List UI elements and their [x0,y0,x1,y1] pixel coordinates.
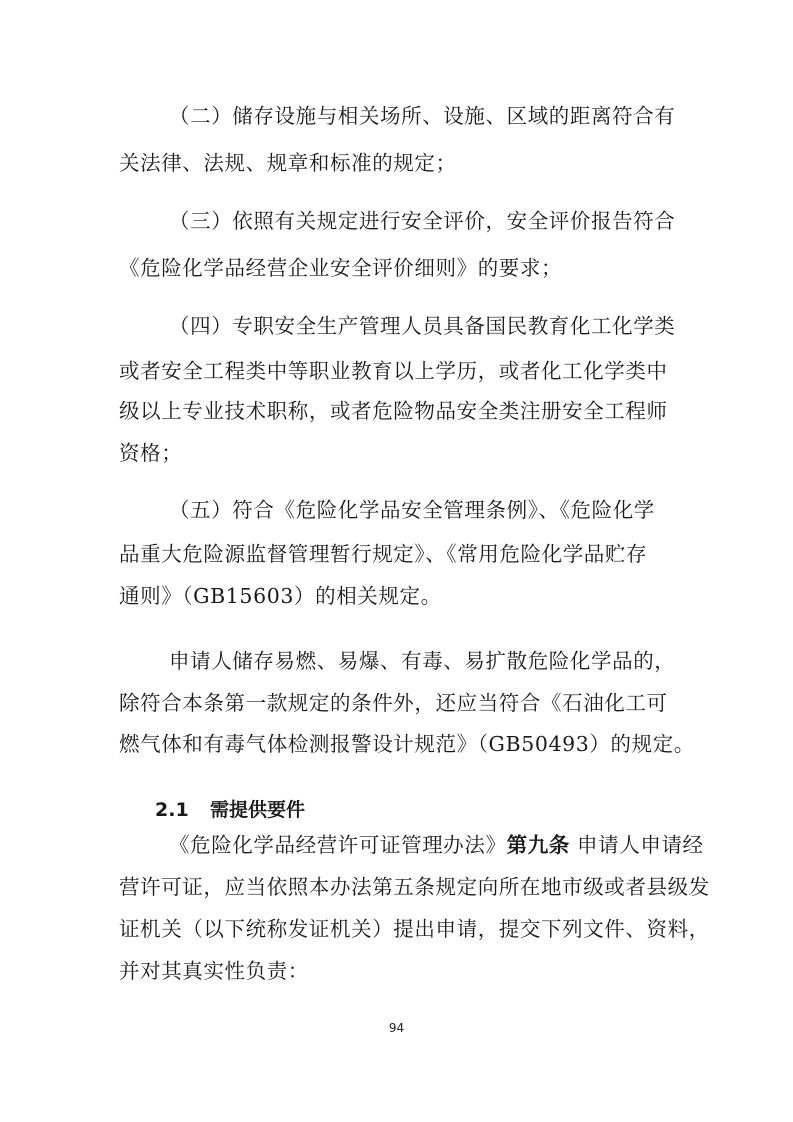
section-title: 需提供要件 [210,799,306,821]
article-line-2: 营许可证，应当依照本办法第五条规定向所在地市级或者县级发 [119,875,710,899]
paragraph-4-line-1: （四）专职安全生产管理人员具备国民教育化工化学类 [169,314,676,338]
page-number: 94 [388,1021,405,1035]
paragraph-5-line-3: 通则》（GB15603）的相关规定。 [119,584,442,608]
paragraph-6-line-1: 申请人储存易燃、易爆、有毒、易扩散危险化学品的， [169,649,676,673]
paragraph-3-line-2: 《危险化学品经营企业安全评价细则》的要求； [119,256,563,280]
article-line-1-text: 申请人申请经 [569,833,704,857]
article-line-1 [169,835,704,856]
paragraph-4-line-3: 级以上专业技术职称，或者危险物品安全类注册安全工程师 [119,399,668,423]
article-line-3: 证机关（以下统称发证机关）提出申请，提交下列文件、资料， [119,917,710,941]
section-heading [155,795,305,822]
paragraph-6-line-3: 燃气体和有毒气体检测报警设计规范》（GB50493）的规定。 [119,732,695,756]
paragraph-2-line-2: 关法律、法规、规章和标准的规定； [119,151,457,175]
article-number: 第九条 [506,833,570,857]
article-line-4: 并对其真实性负责： [119,959,309,983]
paragraph-6-line-2: 除符合本条第一款规定的条件外，还应当符合《石油化工可 [119,691,668,715]
section-number: 2.1 [155,799,189,821]
article-source: 《危险化学品经营许可证管理办法》 [169,833,507,857]
paragraph-3-line-1: （三）依照有关规定进行安全评价，安全评价报告符合 [169,209,676,233]
paragraph-4-line-2: 或者安全工程类中等职业教育以上学历，或者化工化学类中 [119,359,668,383]
paragraph-5-line-1: （五）符合《危险化学品安全管理条例》、《危险化学 [169,498,655,522]
paragraph-2-line-1: （二）储存设施与相关场所、设施、区域的距离符合有 [169,104,676,128]
paragraph-5-line-2: 品重大危险源监督管理暂行规定》、《常用危险化学品贮存 [119,542,648,566]
paragraph-4-line-4: 资格； [119,441,183,465]
